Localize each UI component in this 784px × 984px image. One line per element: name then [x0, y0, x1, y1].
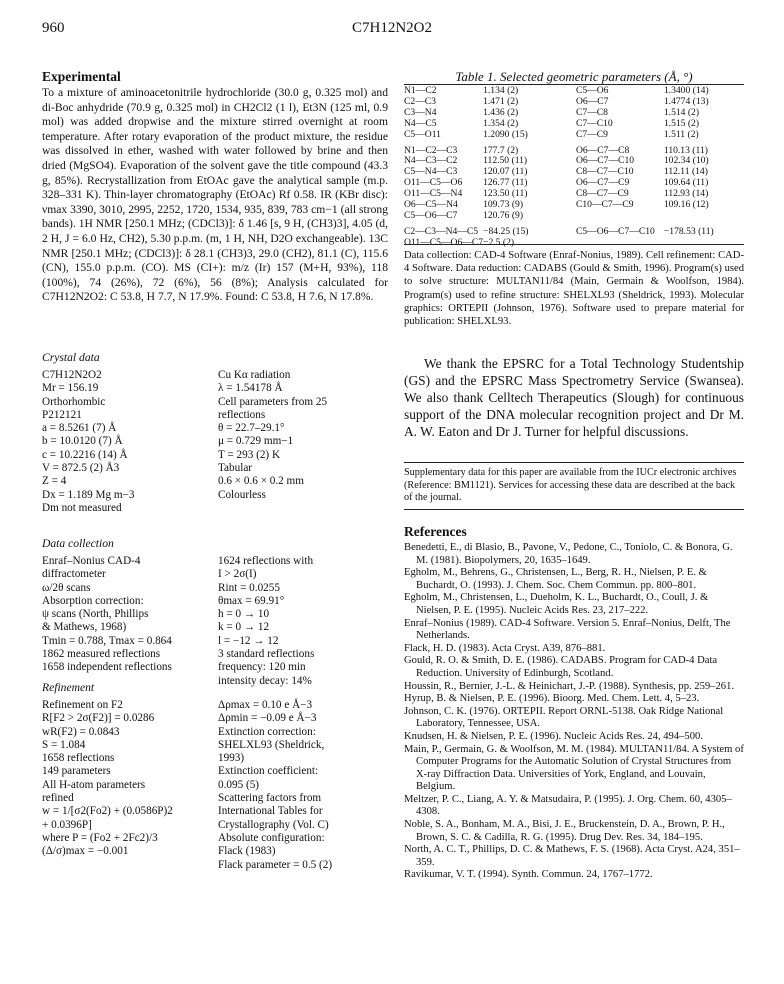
- crystal-data-line: Z = 4: [42, 475, 67, 488]
- software-paragraph: Data collection: CAD-4 Software (Enraf-Nonius, 1989). Cell refinement: CAD-4 Software. Data reduction: CADABS (Gould & Smith, 1996). Program(s) used to solve structure: MULTAN11/84 (Main, Germain & Woolfson, 1984). Program(s) used to refine structure: SHELXL93 (Sheldrick, 1993). Molecular graphics: ORTEPII (Johnson, 1976). Software used to prepare material for publication: SHELXL93.: [404, 250, 744, 328]
- geometric-parameters-table: [404, 86, 744, 249]
- supplementary-note: Supplementary data for this paper are available from the IUCr electronic archives (Reference: BM1121). Services for accessing these data are described at the back of the journal.: [404, 467, 737, 503]
- table-cell: C5—O11: [404, 128, 441, 140]
- table-cell: C3—N4: [404, 106, 437, 118]
- data-collection-line: & Mathews, 1968): [42, 621, 127, 634]
- experimental-heading: Experimental: [42, 69, 121, 84]
- table-cell: C5—O6: [575, 85, 609, 96]
- reference-item: Ravikumar, V. T. (1994). Synth. Commun. 24, 1767–1772.: [404, 869, 653, 881]
- reference-item: Houssin, R., Bernier, J.-L. & Heinichart, J.-P. (1988). Synthesis, pp. 259–261.: [404, 680, 735, 692]
- table-cell: 120.76 (9): [483, 209, 524, 221]
- data-collection-line: Absorption correction:: [42, 594, 144, 607]
- running-title: C7H12N2O2: [351, 20, 432, 36]
- crystal-data-line: P212121: [42, 408, 82, 421]
- data-collection-line: 1658 independent reflections: [42, 661, 172, 674]
- crystal-data-line: b = 10.0120 (7) Å: [42, 435, 123, 448]
- table-cell: [576, 211, 664, 222]
- reference-item: Egholm, M., Behrens, G., Christensen, L., Berg, R. H., Nielsen, P. E. & Buchardt, O. (1993). J. Chem. Soc. Chem Commun. pp. 800–801.: [404, 567, 707, 591]
- crystal-data-line: Colourless: [218, 488, 266, 501]
- crystal-data-line: reflections: [218, 408, 266, 421]
- table-cell: C7—C9: [575, 128, 608, 140]
- data-collection-line: 1624 reflections with: [218, 555, 314, 567]
- table-cell: 102.34 (10): [663, 155, 709, 167]
- table-cell: 1.4774 (13): [663, 95, 709, 107]
- table-cell: O11—C5—O6: [404, 177, 463, 189]
- refinement-line: w = 1/[σ2(Fo2) + (0.0586P)2: [42, 805, 173, 818]
- data-collection-line: 1862 measured reflections: [42, 648, 161, 661]
- reference-item: Gould, R. O. & Smith, D. E. (1986). CADABS. Program for CAD-4 Data Reduction. University of Edinburgh, Scotland.: [404, 655, 718, 679]
- refinement-line: All H-atom parameters: [42, 778, 146, 791]
- table-cell: N1—C2: [404, 85, 437, 96]
- crystal-data-line: T = 293 (2) K: [218, 448, 281, 461]
- table-cell: 1.134 (2): [483, 85, 519, 96]
- table-cell: 1.514 (2): [663, 106, 700, 118]
- table-1-title: Table 1. Selected geometric parameters (Å, °): [455, 69, 693, 84]
- table-cell: 1.3400 (14): [663, 85, 709, 96]
- table-cell: C8—C7—C9: [575, 188, 629, 200]
- refinement-line: R[F2 > 2σ(F2)] = 0.0286: [42, 712, 155, 725]
- data-collection-line: intensity decay: 14%: [218, 674, 312, 687]
- table-cell: N4—C3—C2: [404, 155, 458, 167]
- reference-item: Hyrup, B. & Nielsen, P. E. (1996). Bioorg. Med. Chem. Lett. 4, 5–23.: [404, 693, 700, 705]
- crystal-data-line: θ = 22.7–29.1°: [218, 422, 285, 435]
- table-cell: 109.16 (12): [663, 199, 709, 211]
- table-cell: 123.50 (11): [483, 188, 528, 200]
- crystal-data-line: Cell parameters from 25: [218, 395, 328, 408]
- crystal-data-line: Cu Kα radiation: [218, 369, 291, 381]
- refinement-line: wR(F2) = 0.0843: [42, 725, 120, 738]
- table-cell: C5—N4—C3: [404, 166, 458, 178]
- reference-item: Benedetti, E., di Blasio, B., Pavone, V., Pedone, C., Toniolo, C. & Bonora, G. M. (1981). Biopolymers, 20, 1635–1649.: [404, 542, 733, 566]
- table-cell: 110.13 (11): [663, 144, 708, 156]
- reference-item: Egholm, M., Christensen, L., Dueholm, K. L., Buchardt, O., Coull, J. & Nielsen, P. E. (1995). Nucleic Acids Res. 23, 217–222.: [404, 592, 709, 616]
- data-collection-line: k = 0 → 12: [218, 621, 270, 634]
- table-cell: C8—C7—C10: [575, 166, 634, 178]
- refinement-line: Δρmax = 0.10 e Å−3: [218, 699, 313, 711]
- reference-item: Johnson, C. K. (1976). ORTEPII. Report ORNL-5138. Oak Ridge National Laboratory, Tennessee, USA.: [404, 705, 724, 730]
- crystal-data-heading: Crystal data: [42, 351, 100, 364]
- reference-item: Noble, S. A., Bonham, M. A., Bisi, J. E., Bruckenstein, D. A., Brown, P. H., Brown, S. C. & Cadilla, R. G. (1995). Drug Dev. Res. 34, 184–195.: [404, 819, 725, 843]
- table-cell: C7—C8: [575, 106, 608, 118]
- table-cell: O6—C7—C9: [575, 177, 630, 189]
- data-collection-line: Tmin = 0.788, Tmax = 0.864: [42, 634, 172, 647]
- crystal-data-line: a = 8.5261 (7) Å: [42, 422, 117, 435]
- data-collection-line: 3 standard reflections: [218, 648, 315, 661]
- table-cell: O6—C5—N4: [404, 199, 458, 211]
- table-cell: O6—C7—C10: [575, 155, 635, 167]
- table-cell: 1.436 (2): [483, 106, 519, 118]
- reference-item: Main, P., Germain, G. & Woolfson, M. M. (1984). MULTAN11/84. A System of Computer Programs for the Automatic Solution of Crystal Structures from X-ray Diffraction Data. Universities of York, England, and Louvain, Belgium.: [404, 743, 744, 793]
- reference-item: Knudsen, H. & Nielsen, P. E. (1996). Nucleic Acids Res. 24, 494–500.: [404, 730, 703, 742]
- crystal-data-line: μ = 0.729 mm−1: [218, 435, 294, 448]
- crystal-data-line: c = 10.2216 (14) Å: [42, 448, 128, 461]
- table-cell: 1.511 (2): [663, 128, 699, 140]
- data-collection-right: [218, 555, 388, 688]
- page-number: 960: [42, 20, 65, 36]
- table-cell: 1.354 (2): [483, 117, 519, 129]
- data-collection-line: ψ scans (North, Phillips: [42, 608, 149, 621]
- refinement-line: Scattering factors from: [218, 792, 322, 805]
- refinement-line: Extinction correction:: [218, 725, 316, 738]
- crystal-data-line: 0.6 × 0.6 × 0.2 mm: [218, 475, 304, 488]
- data-collection-left: [42, 555, 212, 675]
- table-cell: 1.471 (2): [483, 95, 519, 107]
- refinement-line: 0.095 (5): [218, 778, 260, 791]
- table-cell: −2.5 (2): [483, 236, 515, 248]
- crystal-data-line: Tabular: [218, 462, 253, 475]
- data-collection-line: frequency: 120 min: [218, 661, 306, 674]
- table-cell: C2—C3—N4—C5: [404, 225, 479, 237]
- refinement-line: Absolute configuration:: [218, 831, 325, 844]
- crystal-data-line: C7H12N2O2: [42, 369, 102, 381]
- refinement-line: S = 1.084: [42, 738, 86, 751]
- refinement-line: (Δ/σ)max = −0.001: [42, 845, 129, 858]
- reference-item: Flack, H. D. (1983). Acta Cryst. A39, 876–881.: [404, 642, 606, 654]
- refinement-right: [218, 699, 388, 872]
- table-cell: N4—C5: [404, 117, 437, 129]
- table-cell: C5—O6—C7: [404, 209, 458, 221]
- table-row: [404, 211, 744, 222]
- data-collection-line: diffractometer: [42, 568, 106, 581]
- data-collection-heading: Data collection: [42, 537, 114, 550]
- table-cell: O11—C5—O6—C7: [404, 236, 484, 248]
- table-cell: −178.53 (11): [663, 225, 714, 237]
- table-cell: 109.64 (11): [663, 177, 709, 189]
- refinement-line: where P = (Fo2 + 2Fc2)/3: [42, 831, 158, 844]
- table-cell: −84.25 (15): [483, 225, 529, 237]
- data-collection-line: I > 2σ(I): [218, 568, 257, 581]
- refinement-line: 1993): [218, 752, 245, 765]
- table-cell: 120.07 (11): [483, 166, 528, 178]
- table-cell: O6—C7—C8: [575, 144, 630, 156]
- refinement-line: refined: [42, 792, 74, 805]
- table-cell: 126.77 (11): [483, 177, 528, 189]
- refinement-heading: Refinement: [42, 681, 95, 694]
- table-cell: 112.93 (14): [663, 188, 709, 200]
- supp-top-rule: [404, 462, 744, 463]
- refinement-line: International Tables for: [218, 805, 323, 818]
- table-cell: O11—C5—N4: [404, 188, 463, 200]
- refinement-line: Refinement on F2: [42, 699, 123, 711]
- table-cell: 177.7 (2): [483, 144, 519, 156]
- table-cell: C10—C7—C9: [575, 199, 634, 211]
- refinement-left: [42, 699, 212, 859]
- reference-item: Enraf–Nonius (1989). CAD-4 Software. Version 5. Enraf–Nonius, Delft, The Netherlands.: [404, 617, 731, 642]
- refinement-line: Δρmin = −0.09 e Å−3: [218, 712, 317, 725]
- references-heading: References: [404, 524, 467, 539]
- crystal-data-line: Dm not measured: [42, 501, 122, 514]
- table-cell: C7—C10: [575, 117, 613, 129]
- table-cell: 112.11 (14): [663, 166, 708, 178]
- table-cell: 1.2090 (15): [483, 128, 528, 140]
- refinement-line: Flack parameter = 0.5 (2): [218, 858, 333, 871]
- supp-bottom-rule: [404, 509, 744, 510]
- table-cell: N1—C2—C3: [404, 144, 458, 156]
- reference-item: North, A. C. T., Phillips, D. C. & Mathews, F. S. (1968). Acta Cryst. A24, 351–359.: [404, 844, 740, 868]
- data-collection-line: Enraf–Nonius CAD-4: [42, 555, 141, 567]
- crystal-data-line: Mr = 156.19: [42, 382, 99, 395]
- refinement-line: 1658 reflections: [42, 752, 115, 765]
- crystal-data-line: Dx = 1.189 Mg m−3: [42, 488, 135, 501]
- data-collection-line: θmax = 69.91°: [218, 594, 285, 607]
- table-cell: C5—O6—C7—C10: [575, 225, 655, 237]
- refinement-line: Flack (1983): [218, 845, 276, 858]
- experimental-text: To a mixture of aminoacetonitrile hydrochloride (30.0 g, 0.325 mol) and di-Boc anhydride (70.9 g, 0.325 mol) in CH2Cl2 (1 l), Et3N (125 ml, 0.9 mol) was added dropwise and the mixture stirred overnight at room temperature. After rotary evaporation of the product mixture, the residue was dissolved in ether, washed with water followed by brine and then dried (MgSO4). Evaporation of the solvent gave the title compound (43.3 g, 85%). Recrystallization from EtOAc gave the analytical sample (m.p. 328–331 K). Thin-layer chromatography (EtOAc) Rf 0.58. IR (KBr disc): νmax 3390, 3010, 2995, 2252, 1720, 1534, 935, 839, 783 cm−1 (all strong bands). 1H NMR [250.1 MHz; (CDCl3)]: δ 1.46 [s, 9 H, (CH3)3], 4.05 (d, 2 H, J = 6.0 Hz, CH2), 5.30 p.p.m. (m, 1 H, NH, D2O exchangeable). 13C NMR [250.1 MHz; (CDCl3)]: δ 28.1 (CH3)3, 29.0 (CH2), 81.1 (C), 115.6 (CN), 155.0 p.p.m. (CO). MS (CI+): m/z (Ir) 157 (M+H, 93%), 118 (100%), 74 (26%), 72 (6%), 56 (8%); Analysis calculated for C7H12N2O2: C 53.8, H 7.7, N 17.9%. Found: C 53.8, H 7.6, N 17.8%.: [42, 86, 388, 304]
- references-list: [404, 542, 744, 882]
- crystal-data-line: λ = 1.54178 Å: [218, 382, 283, 395]
- table-cell: 1.515 (2): [663, 117, 700, 129]
- data-collection-line: Rint = 0.0255: [218, 581, 280, 594]
- data-collection-line: h = 0 → 10: [218, 608, 270, 621]
- table-cell: 112.50 (11): [483, 155, 528, 167]
- refinement-line: SHELXL93 (Sheldrick,: [218, 738, 325, 751]
- table-bottom-rule: [404, 244, 744, 245]
- acknowledgement: We thank the EPSRC for a Total Technology Studentship (GS) and the EPSRC Mass Spectrometry Service (Swansea). We also thank Celltech Therapeutics (Slough) for continuous support of the DNA molecular recognition project and Dr M. A. W. Eaton and Dr J. Turner for helpful discussions.: [404, 356, 744, 439]
- crystal-data-line: V = 872.5 (2) Å3: [42, 462, 120, 475]
- table-row: [404, 119, 744, 130]
- crystal-data-line: Orthorhombic: [42, 395, 106, 408]
- table-row: [404, 130, 744, 141]
- table-cell: 109.73 (9): [483, 199, 524, 211]
- crystal-data-right: [218, 369, 388, 502]
- table-cell: C2—C3: [404, 95, 436, 107]
- refinement-line: 149 parameters: [42, 765, 111, 778]
- crystal-data-left: [42, 369, 212, 515]
- refinement-line: Extinction coefficient:: [218, 765, 319, 778]
- data-collection-line: l = −12 → 12: [218, 634, 279, 647]
- table-cell: O6—C7: [575, 95, 609, 107]
- reference-item: Meltzer, P. C., Liang, A. Y. & Matsudaira, P. (1995). J. Org. Chem. 60, 4305–4308.: [404, 793, 732, 818]
- data-collection-line: ω/2θ scans: [42, 581, 91, 594]
- table-cell: [664, 211, 744, 222]
- refinement-line: Crystallography (Vol. C): [218, 818, 329, 831]
- refinement-line: + 0.0396P]: [42, 818, 92, 831]
